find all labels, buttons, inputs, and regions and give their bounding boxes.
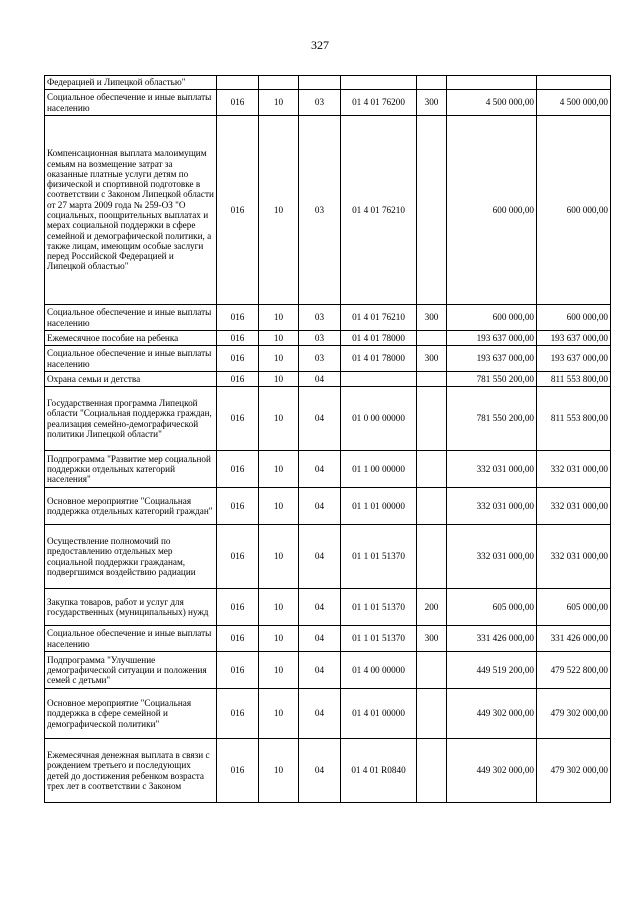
expense-type-cell: 300 — [417, 626, 447, 652]
amount-year2-cell: 600 000,00 — [537, 305, 611, 331]
section-code-cell: 10 — [259, 626, 299, 652]
amount-year2-cell: 605 000,00 — [537, 589, 611, 626]
target-article-cell: 01 0 00 00000 — [341, 387, 417, 451]
section-code-cell: 10 — [259, 652, 299, 689]
amount-year2-cell: 332 031 000,00 — [537, 488, 611, 525]
section-code-cell: 10 — [259, 305, 299, 331]
expense-type-cell — [417, 525, 447, 589]
amount-year2-cell — [537, 76, 611, 90]
amount-year1-cell: 331 426 000,00 — [447, 626, 537, 652]
table-row — [45, 626, 611, 652]
section-code-cell: 10 — [259, 346, 299, 372]
table-row — [45, 346, 611, 372]
amount-year1-cell: 449 302 000,00 — [447, 689, 537, 739]
subsection-code-cell: 04 — [299, 525, 341, 589]
row-name-cell: Основное мероприятие "Социальная поддержка отдельных категорий граждан" — [45, 488, 217, 525]
table-row — [45, 387, 611, 451]
section-code-cell: 10 — [259, 589, 299, 626]
ministry-code-cell: 016 — [217, 116, 259, 305]
amount-year2-cell: 600 000,00 — [537, 116, 611, 305]
section-code-cell: 10 — [259, 525, 299, 589]
amount-year1-cell: 600 000,00 — [447, 305, 537, 331]
subsection-code-cell: 04 — [299, 589, 341, 626]
expense-type-cell — [417, 689, 447, 739]
amount-year2-cell: 811 553 800,00 — [537, 387, 611, 451]
target-article-cell: 01 1 01 00000 — [341, 488, 417, 525]
amount-year1-cell: 332 031 000,00 — [447, 451, 537, 488]
row-name-cell: Государственная программа Липецкой области "Социальная поддержка граждан, реализация семейно-демографической политики Липецкой области" — [45, 387, 217, 451]
expense-type-cell — [417, 387, 447, 451]
expense-type-cell — [417, 76, 447, 90]
row-name-cell: Основное мероприятие "Социальная поддержка в сфере семейной и демографической политики" — [45, 689, 217, 739]
ministry-code-cell: 016 — [217, 372, 259, 387]
target-article-cell — [341, 76, 417, 90]
subsection-code-cell: 03 — [299, 331, 341, 346]
ministry-code-cell: 016 — [217, 90, 259, 116]
table-row — [45, 488, 611, 525]
section-code-cell: 10 — [259, 451, 299, 488]
amount-year1-cell: 332 031 000,00 — [447, 488, 537, 525]
amount-year2-cell: 4 500 000,00 — [537, 90, 611, 116]
amount-year2-cell: 332 031 000,00 — [537, 451, 611, 488]
amount-year2-cell: 479 302 000,00 — [537, 689, 611, 739]
row-name-cell: Подпрограмма "Развитие мер социальной поддержки отдельных категорий населения" — [45, 451, 217, 488]
amount-year1-cell: 332 031 000,00 — [447, 525, 537, 589]
amount-year1-cell: 193 637 000,00 — [447, 331, 537, 346]
row-name-cell: Социальное обеспечение и иные выплаты населению — [45, 305, 217, 331]
table-row — [45, 372, 611, 387]
row-name-cell: Федерацией и Липецкой областью" — [45, 76, 217, 90]
ministry-code-cell: 016 — [217, 331, 259, 346]
subsection-code-cell: 04 — [299, 488, 341, 525]
subsection-code-cell: 04 — [299, 652, 341, 689]
ministry-code-cell: 016 — [217, 346, 259, 372]
section-code-cell: 10 — [259, 689, 299, 739]
section-code-cell: 10 — [259, 372, 299, 387]
expense-type-cell — [417, 331, 447, 346]
ministry-code-cell: 016 — [217, 525, 259, 589]
table-row — [45, 305, 611, 331]
target-article-cell: 01 1 00 00000 — [341, 451, 417, 488]
amount-year2-cell: 479 302 000,00 — [537, 739, 611, 803]
expense-type-cell — [417, 451, 447, 488]
row-name-cell: Социальное обеспечение и иные выплаты населению — [45, 626, 217, 652]
expense-type-cell: 200 — [417, 589, 447, 626]
ministry-code-cell: 016 — [217, 305, 259, 331]
ministry-code-cell: 016 — [217, 387, 259, 451]
amount-year2-cell: 193 637 000,00 — [537, 346, 611, 372]
budget-table — [44, 75, 611, 803]
section-code-cell: 10 — [259, 90, 299, 116]
ministry-code-cell: 016 — [217, 589, 259, 626]
row-name-cell: Ежемесячная денежная выплата в связи с рождением третьего и последующих детей до достижения ребенком возраста трех лет в соответствии с Законом — [45, 739, 217, 803]
table-row — [45, 589, 611, 626]
amount-year2-cell: 331 426 000,00 — [537, 626, 611, 652]
subsection-code-cell: 04 — [299, 739, 341, 803]
row-name-cell: Ежемесячное пособие на ребенка — [45, 331, 217, 346]
target-article-cell: 01 4 01 78000 — [341, 346, 417, 372]
page-number: 327 — [311, 38, 329, 52]
target-article-cell: 01 4 00 00000 — [341, 652, 417, 689]
row-name-cell: Осуществление полномочий по предоставлению отдельных мер социальной поддержки гражданам, подвергшимся воздействию радиации — [45, 525, 217, 589]
expense-type-cell — [417, 739, 447, 803]
amount-year2-cell: 193 637 000,00 — [537, 331, 611, 346]
amount-year1-cell: 449 302 000,00 — [447, 739, 537, 803]
amount-year2-cell: 332 031 000,00 — [537, 525, 611, 589]
amount-year1-cell: 4 500 000,00 — [447, 90, 537, 116]
table-row — [45, 451, 611, 488]
expense-type-cell: 300 — [417, 305, 447, 331]
target-article-cell: 01 1 01 51370 — [341, 626, 417, 652]
expense-type-cell — [417, 372, 447, 387]
subsection-code-cell — [299, 76, 341, 90]
subsection-code-cell: 04 — [299, 372, 341, 387]
ministry-code-cell — [217, 76, 259, 90]
table-row — [45, 76, 611, 90]
ministry-code-cell: 016 — [217, 652, 259, 689]
expense-type-cell — [417, 116, 447, 305]
ministry-code-cell: 016 — [217, 488, 259, 525]
target-article-cell: 01 4 01 76200 — [341, 90, 417, 116]
section-code-cell — [259, 76, 299, 90]
section-code-cell: 10 — [259, 116, 299, 305]
budget-table-body — [45, 76, 611, 803]
target-article-cell: 01 4 01 78000 — [341, 331, 417, 346]
target-article-cell: 01 1 01 51370 — [341, 525, 417, 589]
subsection-code-cell: 04 — [299, 626, 341, 652]
amount-year1-cell: 781 550 200,00 — [447, 387, 537, 451]
target-article-cell: 01 4 01 76210 — [341, 305, 417, 331]
amount-year1-cell: 605 000,00 — [447, 589, 537, 626]
expense-type-cell — [417, 652, 447, 689]
target-article-cell: 01 4 01 76210 — [341, 116, 417, 305]
table-row — [45, 652, 611, 689]
row-name-cell: Социальное обеспечение и иные выплаты населению — [45, 90, 217, 116]
amount-year2-cell: 811 553 800,00 — [537, 372, 611, 387]
section-code-cell: 10 — [259, 387, 299, 451]
section-code-cell: 10 — [259, 331, 299, 346]
target-article-cell: 01 1 01 51370 — [341, 589, 417, 626]
table-row — [45, 116, 611, 305]
table-row — [45, 331, 611, 346]
row-name-cell: Закупка товаров, работ и услуг для государственных (муниципальных) нужд — [45, 589, 217, 626]
amount-year1-cell: 600 000,00 — [447, 116, 537, 305]
subsection-code-cell: 04 — [299, 689, 341, 739]
subsection-code-cell: 03 — [299, 90, 341, 116]
expense-type-cell — [417, 488, 447, 525]
section-code-cell: 10 — [259, 488, 299, 525]
subsection-code-cell: 04 — [299, 451, 341, 488]
subsection-code-cell: 03 — [299, 116, 341, 305]
target-article-cell — [341, 372, 417, 387]
expense-type-cell: 300 — [417, 90, 447, 116]
target-article-cell: 01 4 01 00000 — [341, 689, 417, 739]
ministry-code-cell: 016 — [217, 739, 259, 803]
subsection-code-cell: 03 — [299, 305, 341, 331]
row-name-cell: Охрана семьи и детства — [45, 372, 217, 387]
row-name-cell: Социальное обеспечение и иные выплаты населению — [45, 346, 217, 372]
subsection-code-cell: 04 — [299, 387, 341, 451]
amount-year2-cell: 479 522 800,00 — [537, 652, 611, 689]
table-row — [45, 689, 611, 739]
amount-year1-cell: 781 550 200,00 — [447, 372, 537, 387]
expense-type-cell: 300 — [417, 346, 447, 372]
row-name-cell: Подпрограмма "Улучшение демографической ситуации и положения семей с детьми" — [45, 652, 217, 689]
target-article-cell: 01 4 01 R0840 — [341, 739, 417, 803]
ministry-code-cell: 016 — [217, 626, 259, 652]
section-code-cell: 10 — [259, 739, 299, 803]
row-name-cell: Компенсационная выплата малоимущим семьям на возмещение затрат за оказанные платные услуги детям по физической и спортивной подготовке в соответствии с Законом Липецкой области от 27 марта 2009 года № 259-ОЗ "О социальных, поощрительных выплатах и мерах социальной поддержки в сфере семейной и демографической политики, а также лицам, имеющим особые заслуги перед Российской Федерацией и Липецкой областью" — [45, 116, 217, 305]
ministry-code-cell: 016 — [217, 689, 259, 739]
subsection-code-cell: 03 — [299, 346, 341, 372]
amount-year1-cell — [447, 76, 537, 90]
table-row — [45, 90, 611, 116]
table-row — [45, 525, 611, 589]
ministry-code-cell: 016 — [217, 451, 259, 488]
table-row — [45, 739, 611, 803]
amount-year1-cell: 449 519 200,00 — [447, 652, 537, 689]
amount-year1-cell: 193 637 000,00 — [447, 346, 537, 372]
